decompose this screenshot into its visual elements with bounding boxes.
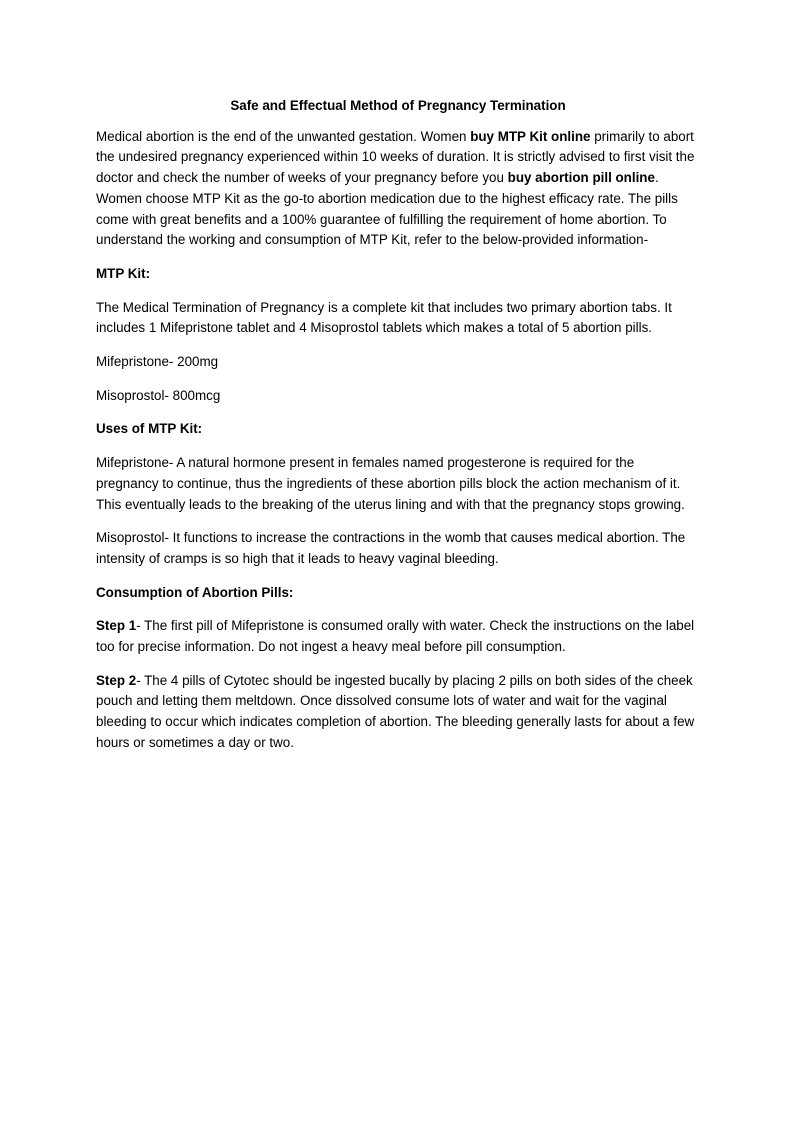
step-2-label: Step 2 [96, 672, 137, 688]
uses-mifepristone-paragraph: Mifepristone- A natural hormone present in females named progesterone is required for the pregnancy to continue, thus the ingredients of these abortion pills block the action mechanism of it. This eventually leads to the breaking of the uterus lining and with that the pregnancy stops growing. [96, 455, 685, 512]
intro-text-2: primarily to abort the undesired pregnancy experienced within 10 weeks of duration. It is strictly advised to first visit the doctor and check the number of weeks of your pregnancy before you [96, 128, 695, 186]
step-2-text: - The 4 pills of Cytotec should be ingested bucally by placing 2 pills on both sides of the cheek pouch and letting them meltdown. Once dissolved consume lots of water and wait for the vaginal bleeding to occur which indicates completion of abortion. The bleeding generally lasts for about a few hours or sometimes a day or two. [96, 672, 695, 750]
step-1-paragraph [96, 616, 700, 657]
uses-heading: Uses of MTP Kit: [96, 421, 203, 437]
dose-misoprostol: Misoprostol- 800mcg [96, 387, 221, 403]
intro-paragraph [96, 127, 700, 251]
mtp-kit-paragraph: The Medical Termination of Pregnancy is a complete kit that includes two primary abortion tabs. It includes 1 Mifepristone tablet and 4 Misoprostol tablets which makes a total of 5 abortion pills. [96, 299, 672, 336]
intro-bold-2: buy abortion pill online [507, 170, 655, 186]
uses-misoprostol-paragraph: Misoprostol- It functions to increase the contractions in the womb that causes medical abortion. The intensity of cramps is so high that it leads to heavy vaginal bleeding. [96, 530, 686, 566]
intro-bold-1: buy MTP Kit online [470, 128, 591, 144]
document-title: Safe and Effectual Method of Pregnancy Termination [230, 98, 566, 113]
document-page [96, 96, 700, 767]
intro-text-3: . Women choose MTP Kit as the go-to abortion medication due to the highest efficacy rate. The pills come with great benefits and a 100% guarantee of fulfilling the requirement of home abortion. To understand the working and consumption of MTP Kit, refer to the below-provided information- [96, 170, 678, 248]
consumption-heading: Consumption of Abortion Pills: [96, 584, 294, 600]
step-1-label: Step 1 [96, 618, 137, 634]
intro-text-1: Medical abortion is the end of the unwanted gestation. Women [96, 128, 471, 144]
dose-mifepristone: Mifepristone- 200mg [96, 354, 219, 370]
step-1-text: - The first pill of Mifepristone is consumed orally with water. Check the instructions on the label too for precise information. Do not ingest a heavy meal before pill consumption. [96, 618, 695, 655]
mtp-kit-heading: MTP Kit: [96, 265, 151, 281]
step-2-paragraph [96, 671, 700, 754]
